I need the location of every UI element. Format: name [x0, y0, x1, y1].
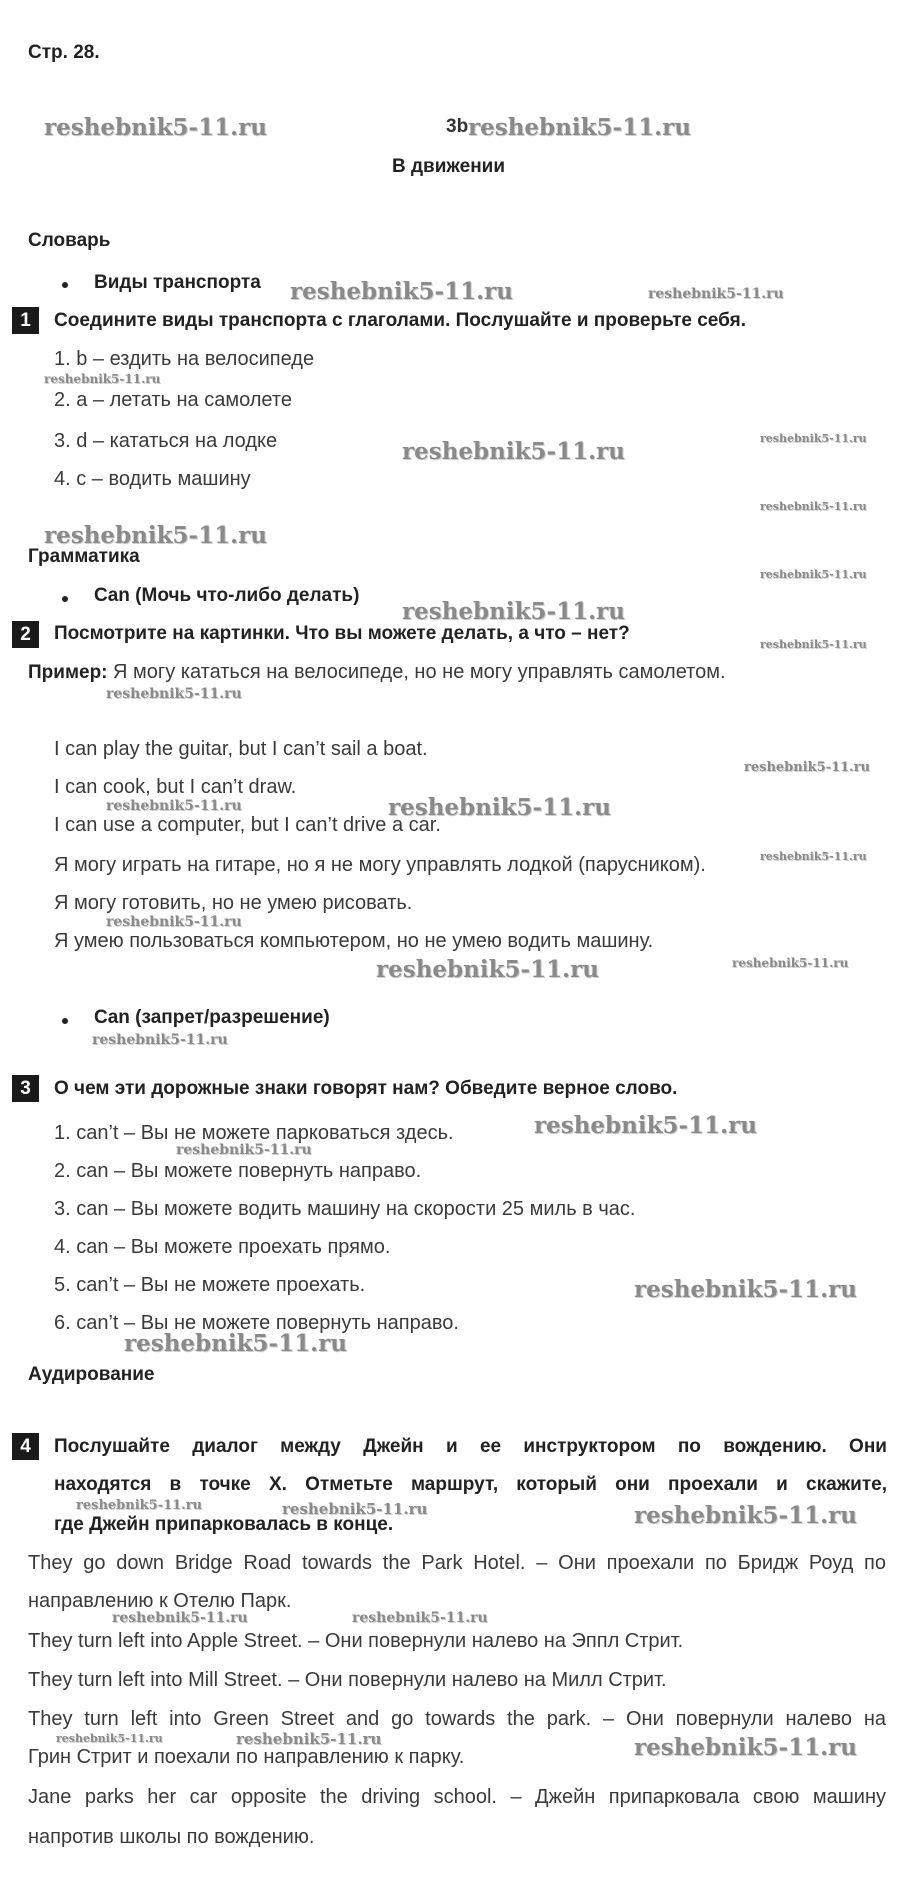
watermark: reshebnik5-11.ru — [634, 1502, 857, 1529]
task3-instruction: О чем эти дорожные знаки говорят нам? Обведите верное слово. — [54, 1078, 678, 1099]
task2-line: Я могу играть на гитаре, но я не могу управлять лодкой (парусником). — [54, 854, 706, 876]
watermark: reshebnik5-11.ru — [112, 1610, 248, 1626]
watermark: reshebnik5-11.ru — [352, 1610, 488, 1626]
watermark: reshebnik5-11.ru — [44, 372, 161, 386]
watermark: reshebnik5-11.ru — [56, 1732, 163, 1745]
task4-line: направлению к Отелю Парк. — [28, 1590, 292, 1612]
watermark: reshebnik5-11.ru — [760, 638, 867, 651]
vocab-heading: Словарь — [28, 230, 111, 251]
watermark: reshebnik5-11.ru — [760, 432, 867, 445]
watermark: reshebnik5-11.ru — [282, 1500, 428, 1518]
task2-example — [28, 661, 726, 684]
task4-line: напротив школы по вождению. — [28, 1826, 315, 1848]
watermark: reshebnik5-11.ru — [106, 914, 242, 930]
task4-instruction-line: Послушайте диалог между Джейн и ее инструктором по вождению. Они — [54, 1436, 887, 1457]
watermark: reshebnik5-11.ru — [732, 956, 849, 970]
task1-item: 1. b – ездить на велосипеде — [54, 348, 315, 370]
watermark: reshebnik5-11.ru — [760, 850, 867, 863]
watermark: reshebnik5-11.ru — [106, 798, 242, 814]
task4-line: They turn left into Apple Street. – Они повернули налево на Эппл Стрит. — [28, 1630, 684, 1652]
task4-line: They turn left into Mill Street. – Они повернули налево на Милл Стрит. — [28, 1669, 667, 1691]
task1-item: 2. a – летать на самолете — [54, 389, 292, 411]
task-number: 1 — [12, 307, 39, 334]
watermark: reshebnik5-11.ru — [634, 1734, 857, 1761]
task1-item: 3. d – кататься на лодке — [54, 430, 278, 452]
grammar-bullet: Can (Мочь что-либо делать) — [94, 585, 360, 606]
watermark: reshebnik5-11.ru — [760, 568, 867, 581]
vocab-bullet: Виды транспорта — [94, 272, 261, 293]
watermark: reshebnik5-11.ru — [648, 286, 784, 302]
bullet-icon — [62, 596, 68, 602]
bullet-icon — [62, 282, 68, 288]
task2-line: I can play the guitar, but I can’t sail a boat. — [54, 738, 428, 760]
task2-line: I can cook, but I can’t draw. — [54, 776, 297, 798]
task3-item: 4. can – Вы можете проехать прямо. — [54, 1236, 391, 1258]
task4-line: They turn left into Green Street and go towards the park. – Они повернули налево на — [28, 1708, 886, 1730]
task-number: 3 — [12, 1075, 39, 1102]
watermark: reshebnik5-11.ru — [236, 1730, 382, 1748]
task-number: 2 — [12, 621, 39, 648]
task2-line: Я могу готовить, но не умею рисовать. — [54, 892, 413, 914]
task4-instruction-line: где Джейн припарковалась в конце. — [54, 1514, 394, 1535]
watermark: reshebnik5-11.ru — [92, 1032, 228, 1048]
task3-item: 2. can – Вы можете повернуть направо. — [54, 1160, 422, 1182]
task4-line: Грин Стрит и поехали по направлению к парку. — [28, 1746, 465, 1768]
task2-instruction: Посмотрите на картинки. Что вы можете делать, а что – нет? — [54, 623, 630, 644]
watermark: reshebnik5-11.ru — [76, 1498, 203, 1513]
task3-item: 1. can’t – Вы не можете парковаться здесь. — [54, 1122, 454, 1144]
task3-item: 3. can – Вы можете водить машину на скорости 25 миль в час. — [54, 1198, 636, 1220]
watermark: reshebnik5-11.ru — [468, 114, 691, 141]
page-label: Стр. 28. — [28, 42, 100, 63]
listening-heading: Аудирование — [28, 1364, 155, 1385]
watermark: reshebnik5-11.ru — [402, 438, 625, 465]
task4-instruction-line: находятся в точке X. Отметьте маршрут, который они проехали и скажите, — [54, 1474, 887, 1495]
example-label: Пример: — [28, 662, 108, 683]
task2-line: Я умею пользоваться компьютером, но не умею водить машину. — [54, 930, 654, 952]
watermark: reshebnik5-11.ru — [534, 1112, 757, 1139]
task1-item: 4. c – водить машину — [54, 468, 251, 490]
grammar2-bullet: Can (запрет/разрешение) — [94, 1007, 330, 1028]
watermark: reshebnik5-11.ru — [760, 500, 867, 513]
watermark: reshebnik5-11.ru — [402, 598, 625, 625]
watermark: reshebnik5-11.ru — [44, 114, 267, 141]
watermark: reshebnik5-11.ru — [744, 760, 871, 775]
task4-line: They go down Bridge Road towards the Park Hotel. – Они проехали по Бридж Роуд по — [28, 1552, 886, 1574]
task2-line: I can use a computer, but I can’t drive a car. — [54, 814, 441, 836]
watermark: reshebnik5-11.ru — [290, 278, 513, 305]
grammar-heading: Грамматика — [28, 546, 140, 567]
task3-item: 6. can’t – Вы не можете повернуть направо. — [54, 1312, 459, 1334]
watermark: reshebnik5-11.ru — [124, 1330, 347, 1357]
task-number: 4 — [12, 1433, 39, 1460]
watermark: reshebnik5-11.ru — [376, 956, 599, 983]
task3-item: 5. can’t – Вы не можете проехать. — [54, 1274, 366, 1296]
watermark: reshebnik5-11.ru — [44, 522, 267, 549]
page-title: В движении — [392, 156, 506, 177]
watermark: reshebnik5-11.ru — [106, 686, 242, 702]
title-prefix: 3b — [446, 116, 469, 137]
example-text: Я могу кататься на велосипеде, но не могу управлять самолетом. — [107, 661, 726, 683]
task1-instruction: Соедините виды транспорта с глаголами. Послушайте и проверьте себя. — [54, 310, 746, 331]
task4-line: Jane parks her car opposite the driving school. – Джейн припарковала свою машину — [28, 1786, 886, 1808]
watermark: reshebnik5-11.ru — [388, 794, 611, 821]
watermark: reshebnik5-11.ru — [634, 1276, 857, 1303]
watermark: reshebnik5-11.ru — [176, 1142, 312, 1158]
bullet-icon — [62, 1018, 68, 1024]
